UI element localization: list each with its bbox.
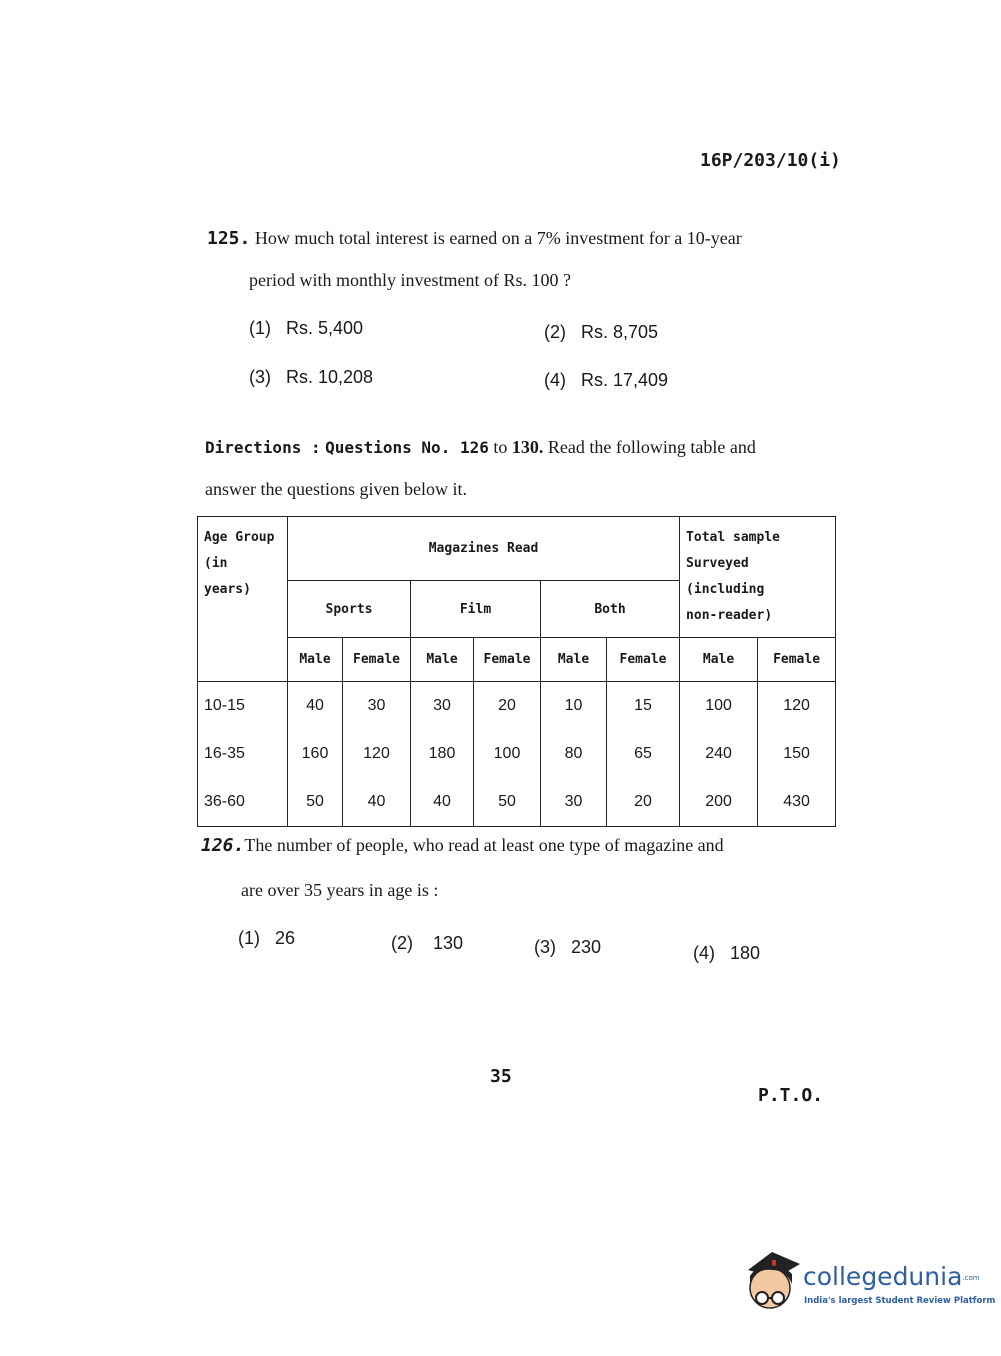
- total-header-line1: Total sample: [686, 530, 780, 545]
- directions-line2: answer the questions given below it.: [205, 479, 467, 499]
- option-number: (1): [238, 928, 260, 948]
- q125-option-3[interactable]: [249, 367, 373, 388]
- q126-option-4[interactable]: [693, 943, 760, 964]
- question-126-line2: are over 35 years in age is :: [241, 880, 439, 900]
- sports-header: Sports: [288, 581, 411, 638]
- value-cell: 150: [758, 730, 836, 778]
- logo-tagline: India's largest Student Review Platform: [804, 1296, 996, 1306]
- directions-end: 130.: [511, 437, 544, 457]
- option-number: (3): [249, 367, 271, 387]
- value-cell: 120: [343, 730, 411, 778]
- table-row: [198, 778, 836, 827]
- option-text: Rs. 17,409: [581, 370, 669, 390]
- q125-option-2[interactable]: [544, 322, 658, 343]
- page-number: 35: [490, 1066, 512, 1087]
- logo-text: [803, 1262, 980, 1291]
- table-row: [198, 730, 836, 778]
- film-female-header: Female: [474, 638, 541, 682]
- value-cell: 65: [607, 730, 680, 778]
- question-text: How much total interest is earned on a 7% investment for a 10-year: [254, 228, 742, 248]
- value-cell: 240: [680, 730, 758, 778]
- value-cell: 100: [680, 682, 758, 731]
- directions-label: Directions :: [205, 438, 321, 457]
- option-text: 130: [433, 933, 464, 953]
- q126-option-3[interactable]: [534, 937, 601, 958]
- total-male-header: Male: [680, 638, 758, 682]
- film-header: Film: [411, 581, 541, 638]
- sports-male-header: Male: [288, 638, 343, 682]
- directions-to: to: [493, 437, 508, 457]
- mascot-icon: [748, 1252, 800, 1308]
- value-cell: 30: [541, 778, 607, 827]
- pto-label: P.T.O.: [758, 1085, 824, 1106]
- directions-line1: [205, 437, 756, 458]
- logo-suffix: .com: [962, 1274, 980, 1282]
- q126-option-1[interactable]: [238, 928, 295, 949]
- q126-option-2[interactable]: [391, 933, 463, 954]
- option-number: (3): [534, 937, 556, 957]
- directions-rest: Read the following table and: [547, 437, 756, 457]
- value-cell: 15: [607, 682, 680, 731]
- age-cell: 16-35: [198, 730, 288, 778]
- age-group-header-line1: Age Group: [204, 530, 275, 545]
- option-text: Rs. 10,208: [286, 367, 374, 387]
- option-text: 180: [730, 943, 761, 963]
- option-number: (4): [693, 943, 715, 963]
- logo-name: collegedunia: [803, 1262, 963, 1291]
- value-cell: 20: [607, 778, 680, 827]
- value-cell: 20: [474, 682, 541, 731]
- option-text: 230: [571, 937, 602, 957]
- value-cell: 40: [411, 778, 474, 827]
- age-group-header-line2: (in years): [204, 556, 251, 597]
- option-text: 26: [275, 928, 296, 948]
- paper-code: 16P/203/10(i): [700, 150, 841, 171]
- option-text: Rs. 5,400: [286, 318, 364, 338]
- value-cell: 160: [288, 730, 343, 778]
- option-text: Rs. 8,705: [581, 322, 659, 342]
- value-cell: 40: [288, 682, 343, 731]
- value-cell: 10: [541, 682, 607, 731]
- value-cell: 120: [758, 682, 836, 731]
- value-cell: 40: [343, 778, 411, 827]
- value-cell: 50: [288, 778, 343, 827]
- value-cell: 100: [474, 730, 541, 778]
- magazine-survey-table: [197, 516, 836, 827]
- sports-female-header: Female: [343, 638, 411, 682]
- both-male-header: Male: [541, 638, 607, 682]
- q125-option-4[interactable]: [544, 370, 668, 391]
- value-cell: 430: [758, 778, 836, 827]
- both-header: Both: [541, 581, 680, 638]
- directions-questions: Questions No. 126: [325, 438, 489, 457]
- value-cell: 30: [411, 682, 474, 731]
- value-cell: 80: [541, 730, 607, 778]
- question-number: 125.: [207, 228, 251, 249]
- value-cell: 180: [411, 730, 474, 778]
- question-125-line2: period with monthly investment of Rs. 100 ?: [249, 270, 571, 290]
- option-number: (2): [544, 322, 566, 342]
- total-header-line3: non-reader): [686, 608, 773, 623]
- value-cell: 30: [343, 682, 411, 731]
- both-female-header: Female: [607, 638, 680, 682]
- question-number: 126.: [201, 835, 245, 856]
- question-text: The number of people, who read at least one type of magazine and: [244, 835, 724, 855]
- q125-option-1[interactable]: [249, 318, 363, 339]
- total-female-header: Female: [758, 638, 836, 682]
- option-number: (4): [544, 370, 566, 390]
- magazines-read-header: Magazines Read: [288, 517, 680, 581]
- value-cell: 50: [474, 778, 541, 827]
- age-cell: 10-15: [198, 682, 288, 731]
- age-cell: 36-60: [198, 778, 288, 827]
- question-126-line1: [201, 835, 724, 856]
- value-cell: 200: [680, 778, 758, 827]
- film-male-header: Male: [411, 638, 474, 682]
- table-row: [198, 682, 836, 731]
- age-group-header: [198, 517, 288, 682]
- option-number: (1): [249, 318, 271, 338]
- option-number: (2): [391, 933, 413, 953]
- question-125-line1: [207, 228, 742, 249]
- total-header-line2: Surveyed (including: [686, 556, 765, 597]
- total-sample-header: [680, 517, 836, 638]
